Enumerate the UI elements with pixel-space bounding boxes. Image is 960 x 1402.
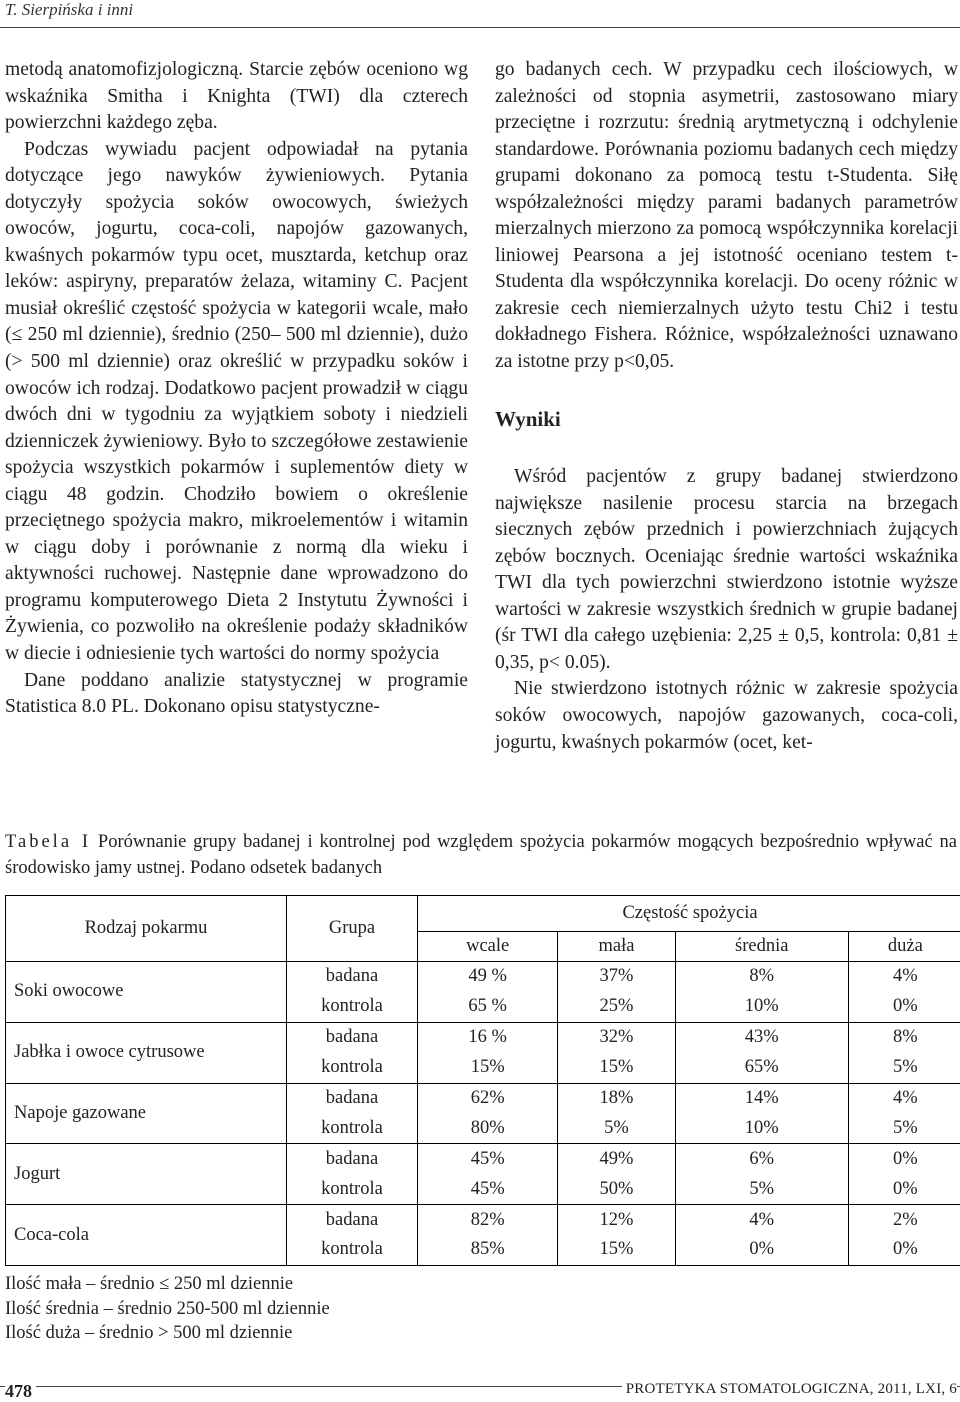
value-cell: 16 % xyxy=(418,1022,558,1052)
page-number: 478 xyxy=(5,1381,36,1402)
value-cell: 50% xyxy=(558,1174,675,1204)
food-cell: Coca-cola xyxy=(6,1205,287,1266)
table-label: Tabela I xyxy=(5,832,91,852)
header-frequency: Częstość spożycia xyxy=(418,896,960,932)
value-cell: 4% xyxy=(848,1083,960,1113)
value-cell: 12% xyxy=(558,1205,675,1235)
header-group: Grupa xyxy=(287,896,418,962)
table-note: Ilość średnia – średnio 250-500 ml dziennie xyxy=(5,1297,330,1322)
value-cell: 10% xyxy=(675,1113,848,1143)
value-cell: 8% xyxy=(848,1022,960,1052)
value-cell: 65% xyxy=(675,1053,848,1083)
group-cell: kontrola xyxy=(287,1053,418,1083)
food-cell: Napoje gazowane xyxy=(6,1083,287,1144)
header-mala: mała xyxy=(558,932,675,962)
value-cell: 0% xyxy=(848,1235,960,1265)
group-cell: badana xyxy=(287,1083,418,1113)
table-notes xyxy=(5,1272,330,1346)
running-head: T. Sierpińska i inni xyxy=(5,0,133,20)
group-cell: kontrola xyxy=(287,1174,418,1204)
table-note: Ilość mała – średnio ≤ 250 ml dziennie xyxy=(5,1272,330,1297)
table-caption xyxy=(5,829,957,881)
table-row xyxy=(6,1205,960,1235)
journal-citation: PROTETYKA STOMATOLOGICZNA, 2011, LXI, 6 xyxy=(622,1381,957,1398)
food-cell: Jabłka i owoce cytrusowe xyxy=(6,1022,287,1083)
value-cell: 15% xyxy=(418,1053,558,1083)
group-cell: kontrola xyxy=(287,1113,418,1143)
table-row xyxy=(6,1022,960,1052)
value-cell: 8% xyxy=(675,962,848,992)
value-cell: 45% xyxy=(418,1144,558,1174)
table-row xyxy=(6,1083,960,1113)
group-cell: badana xyxy=(287,1022,418,1052)
value-cell: 80% xyxy=(418,1113,558,1143)
value-cell: 6% xyxy=(675,1144,848,1174)
value-cell: 0% xyxy=(675,1235,848,1265)
value-cell: 43% xyxy=(675,1022,848,1052)
value-cell: 37% xyxy=(558,962,675,992)
group-cell: badana xyxy=(287,962,418,992)
value-cell: 2% xyxy=(848,1205,960,1235)
value-cell: 49 % xyxy=(418,962,558,992)
header-rule xyxy=(0,27,960,28)
value-cell: 0% xyxy=(848,992,960,1022)
group-cell: badana xyxy=(287,1144,418,1174)
value-cell: 4% xyxy=(848,962,960,992)
value-cell: 0% xyxy=(848,1174,960,1204)
left-paragraph-2: Podczas wywiadu pacjent odpowiadał na pytania dotyczące jego nawyków żywieniowych. Pytania dotyczyły spożycia soków owocowych, świeżych owoców, jogurtu, coca-coli, napojów gazowanych, kwaśnych pokarmów typu ocet, musztarda, ketchup oraz leków: aspiryny, preparatów żelaza, witaminy C. Pacjent musiał określić częstość spożycia w kategorii wcale, mało (≤ 250 ml dziennie), średnio (250– 500 ml dziennie), dużo (> 500 ml dziennie) oraz określić w przypadku soków i owoców ich rodzaj. Dodatkowo pacjent prowadził w ciągu dwóch dni w tygodniu za wyjątkiem soboty i niedzieli dzienniczek żywieniowy. Było to szczegółowe zestawienie spożycia wszystkich pokarmów i suplementów diety w ciągu 48 godzin. Chodziło bowiem o określenie przeciętnego spożycia makro, mikroelementów i witamin w ciągu doby i porównanie z normą dla wieku i aktywności ruchowej. Następnie dane wprowadzono do programu komputerowego Dieta 2 Instytutu Żywności i Żywienia, co pozwoliło na określenie podaży składników w diecie i odniesienie tych wartości do normy spożycia xyxy=(5,137,468,668)
value-cell: 82% xyxy=(418,1205,558,1235)
value-cell: 5% xyxy=(848,1053,960,1083)
value-cell: 15% xyxy=(558,1053,675,1083)
value-cell: 65 % xyxy=(418,992,558,1022)
value-cell: 45% xyxy=(418,1174,558,1204)
value-cell: 15% xyxy=(558,1235,675,1265)
section-heading-results: Wyniki xyxy=(495,406,958,433)
value-cell: 25% xyxy=(558,992,675,1022)
group-cell: badana xyxy=(287,1205,418,1235)
value-cell: 49% xyxy=(558,1144,675,1174)
header-duza: duża xyxy=(848,932,960,962)
value-cell: 0% xyxy=(848,1144,960,1174)
table-note: Ilość duża – średnio > 500 ml dziennie xyxy=(5,1321,330,1346)
value-cell: 62% xyxy=(418,1083,558,1113)
group-cell: kontrola xyxy=(287,992,418,1022)
table-row xyxy=(6,962,960,992)
right-paragraph-2: Wśród pacjentów z grupy badanej stwierdzono największe nasilenie procesu starcia na brzegach siecznych zębów przednich i powierzchniach żujących zębów bocznych. Oceniając średnie wartości wskaźnika TWI dla tych powierzchni stwierdzono istotnie wyższe wartości w zakresie wszystkich średnich w grupie badanej (śr TWI dla całego uzębienia: 2,25 ± 0,5, kontrola: 0,81 ± 0,35, p< 0.05). xyxy=(495,464,958,676)
food-cell: Soki owocowe xyxy=(6,962,287,1023)
value-cell: 85% xyxy=(418,1235,558,1265)
left-paragraph-1: metodą anatomofizjologiczną. Starcie zębów oceniono wg wskaźnika Smitha i Knighta (TWI) dla czterech powierzchni każdego zęba. xyxy=(5,57,468,137)
right-column xyxy=(495,57,958,756)
right-paragraph-3: Nie stwierdzono istotnych różnic w zakresie spożycia soków owocowych, napojów gazowanych, coca-coli, jogurtu, kwaśnych pokarmów (ocet, ket- xyxy=(495,676,958,756)
group-cell: kontrola xyxy=(287,1235,418,1265)
left-paragraph-3: Dane poddano analizie statystycznej w programie Statistica 8.0 PL. Dokonano opisu statystyczne- xyxy=(5,668,468,721)
value-cell: 4% xyxy=(675,1205,848,1235)
consumption-table xyxy=(5,895,960,1266)
left-column xyxy=(5,57,468,721)
table-row xyxy=(6,1144,960,1174)
header-food: Rodzaj pokarmu xyxy=(6,896,287,962)
value-cell: 10% xyxy=(675,992,848,1022)
value-cell: 18% xyxy=(558,1083,675,1113)
value-cell: 14% xyxy=(675,1083,848,1113)
value-cell: 32% xyxy=(558,1022,675,1052)
food-cell: Jogurt xyxy=(6,1144,287,1205)
header-wcale: wcale xyxy=(418,932,558,962)
header-srednia: średnia xyxy=(675,932,848,962)
value-cell: 5% xyxy=(558,1113,675,1143)
right-paragraph-1: go badanych cech. W przypadku cech ilościowych, w zależności od stopnia asymetrii, zastosowano miary przeciętne i rozrzutu: średnią arytmetyczną i odchylenie standardowe. Porównania poziomu badanych cech między grupami dokonano za pomocą testu t-Studenta. Siłę współzależności między parami badanych parametrów mierzalnych mierzono za pomocą współczynnika korelacji liniowej Pearsona a jej istotność oceniano testem t-Studenta dla współczynnika korelacji. Do oceny różnic w zakresie cech niemierzalnych użyto testu Chi2 i testu dokładnego Fishera. Różnice, współzależności uznawano za istotne przy p<0,05. xyxy=(495,57,958,376)
table-caption-text: Porównanie grupy badanej i kontrolnej pod względem spożycia pokarmów mogących bezpośrednio wpływać na środowisko jamy ustnej. Podano odsetek badanych xyxy=(5,832,957,878)
value-cell: 5% xyxy=(848,1113,960,1143)
value-cell: 5% xyxy=(675,1174,848,1204)
